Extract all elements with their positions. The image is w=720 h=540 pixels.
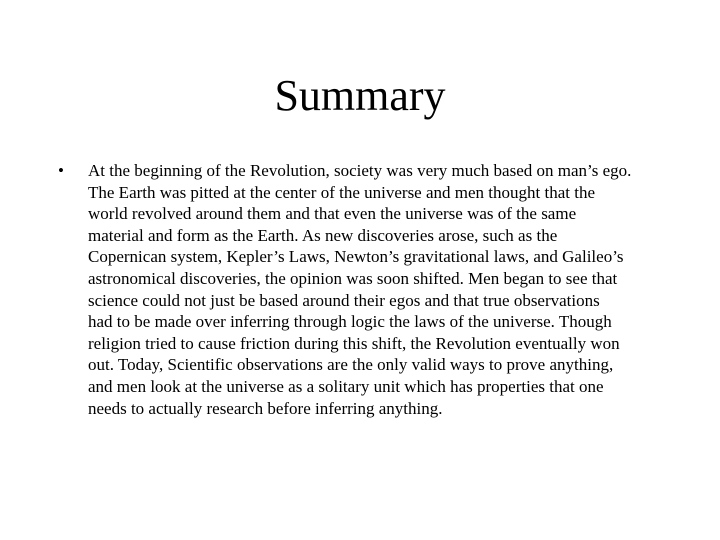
bullet-text-line: and men look at the universe as a solitary unit which has properties that one (88, 376, 604, 396)
bullet-text-line: religion tried to cause friction during this shift, the Revolution eventually won (88, 333, 620, 353)
bullet-text-line: needs to actually research before inferring anything. (88, 398, 443, 418)
bullet-text-line: At the beginning of the Revolution, society was very much based on man’s ego. (88, 161, 632, 180)
bullet-text-line: world revolved around them and that even the universe was of the same (88, 204, 577, 224)
bullet-text-line: Copernican system, Kepler’s Laws, Newton’s gravitational laws, and Galileo’s (88, 247, 624, 267)
bullet-text-line: science could not just be based around their egos and that true observations (88, 290, 600, 310)
bullet-text-line: out. Today, Scientific observations are the only valid ways to prove anything, (88, 355, 614, 375)
bullet-text-line: had to be made over inferring through logic the laws of the universe. Though (88, 312, 612, 332)
bullet-icon: • (58, 161, 64, 180)
bullet-text-line: astronomical discoveries, the opinion was soon shifted. Men began to see that (88, 268, 618, 288)
bullet-text-line: material and form as the Earth. As new discoveries arose, such as the (88, 225, 558, 245)
bullet-list (58, 160, 663, 419)
bullet-item (58, 160, 663, 419)
slide-title: Summary (274, 71, 446, 120)
bullet-text-line: The Earth was pitted at the center of the universe and men thought that the (88, 182, 595, 202)
